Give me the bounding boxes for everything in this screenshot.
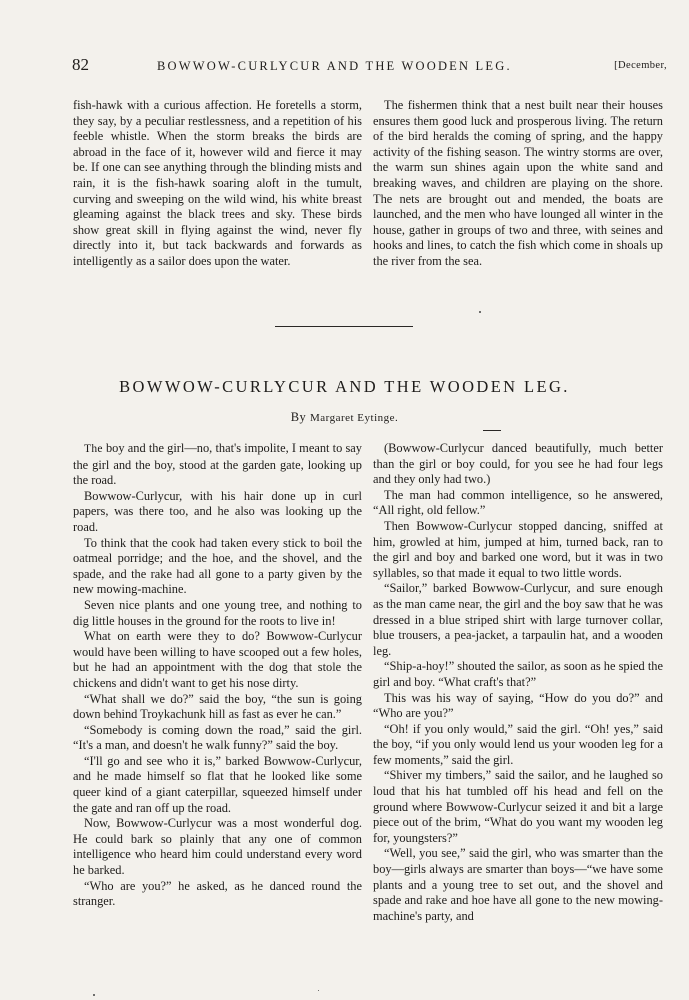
story-title: BOWWOW-CURLYCUR AND THE WOODEN LEG.: [119, 377, 570, 396]
author-name: Margaret Eytinge.: [309, 412, 399, 424]
paragraph: “Ship-a-hoy!” shouted the sailor, as soon as he spied the girl and boy. “What craft's that?”: [373, 659, 663, 689]
opening-word: The: [84, 443, 103, 455]
paragraph: “Who are you?” he asked, as he danced round the stranger.: [73, 878, 362, 909]
byline-prefix: By: [290, 410, 307, 424]
top-left-column: [73, 98, 362, 270]
paragraph: The man had common intelligence, so he answered, “All right, old fellow.”: [373, 487, 663, 518]
paragraph: The fishermen think that a nest built near their houses ensures them good luck and prosperous living. The return of the bird heralds the coming of spring, and the happy activity of the fishing season. The wintry storms are over, the warm sun shines again upon the white sand and breaking waves, and children are playing on the shore. The nets are brought out and mended, the boats are launched, and the men who have lounged all winter in the house, gather in groups of two and three, with seines and hooks and lines, to catch the fish which come in shoals up the river from the sea.: [373, 98, 663, 268]
opening-paragraph: [73, 441, 362, 489]
page-header: [72, 55, 667, 79]
paragraph: “Shiver my timbers,” said the sailor, and he laughed so loud that his hat tumbled off his head and fell on the ground where Bowwow-Curlycur seized it and bit a large piece out of the brim, “What do you want my wooden leg for, youngsters?”: [373, 768, 663, 845]
paragraph: “Oh! if you only would,” said the girl. “Oh! yes,” said the boy, “if you only would lend us your wooden leg for a few moments,” said the girl.: [373, 721, 663, 767]
paragraph: Then Bowwow-Curlycur stopped dancing, sniffed at him, growled at him, jumped at him, turned back, ran to the girl and boy and barked one word, but it was in two syllables, so that made it equal to two little words.: [373, 518, 663, 580]
top-right-column: [373, 98, 663, 270]
paragraph: This was his way of saying, “How do you do?” and “Who are you?”: [373, 690, 663, 721]
paragraph: Bowwow-Curlycur, with his hair done up in curl papers, was there too, and he also was looking up the road.: [73, 488, 362, 534]
paragraph: Seven nice plants and one young tree, and nothing to dig little houses in the ground for the roots to live in!: [73, 597, 362, 628]
section-divider: [275, 326, 413, 327]
paragraph: “I'll go and see who it is,” barked Bowwow-Curlycur, and he made himself so flat that he looked like some queer kind of a giant caterpillar, squeezed himself under the gate and ran off up the road.: [73, 753, 362, 815]
byline: [0, 410, 689, 425]
page-number: 82: [72, 55, 89, 74]
paragraph: “Sailor,” barked Bowwow-Curlycur, and sure enough as the man came near, the girl and the boy saw that he was dressed in a blue striped shirt with large turnover collar, blue trousers, a pea-jacket, a tarpaulin hat, and a wooden leg.: [373, 581, 663, 658]
story-left-column: [73, 441, 362, 910]
story-right-column: [373, 441, 663, 924]
print-speck: [93, 994, 95, 996]
print-speck: [479, 311, 481, 313]
paragraph: fish-hawk with a curious affection. He foretells a storm, they say, by a peculiar restlessness, and a repetition of his feeble whistle. When the storm breaks the birds are abroad in the face of it, however wild and fierce it may be. If one can see anything through the blinding mists and rain, it is the fish-hawk soaring aloft in the tumult, curving and sweeping on the wild wind, his white breast gleaming against the black trees and sky. These birds show great skill in flying against the wind, never fly directly into it, but tack backwards and forwards as intelligently as a sailor does upon the water.: [73, 98, 362, 268]
paragraph: What on earth were they to do? Bowwow-Curlycur would have been willing to have scooped out a few holes, but he had an appointment with the dog that stole the chickens and didn't want to get his nose dirty.: [73, 629, 362, 690]
issue-month: [December,: [614, 60, 667, 71]
print-speck: [318, 990, 319, 991]
paragraph: (Bowwow-Curlycur danced beautifully, much better than the girl or boy could, for you see he had four legs and they only had two.): [373, 441, 663, 487]
paragraph: “What shall we do?” said the boy, “the sun is going down behind Troykachunk hill as fast as ever he can.”: [73, 691, 362, 722]
byline-divider: [483, 430, 501, 431]
running-title: BOWWOW-CURLYCUR AND THE WOODEN LEG.: [157, 59, 512, 73]
opening-text: boy and the girl—no, that's impolite, I meant to say the girl and the boy, stood at the garden gate, looking up the road.: [73, 441, 362, 488]
paragraph: “Somebody is coming down the road,” said the girl. “It's a man, and doesn't he walk funny?” said the boy.: [73, 722, 362, 753]
paragraph: To think that the cook had taken every stick to boil the oatmeal porridge; and the hoe, and the shovel, and the spade, and the rake had all gone to a party given by the new mowing-machine.: [73, 535, 362, 597]
paragraph: “Well, you see,” said the girl, who was smarter than the boy—girls always are smarter than boys—“we have some plants and a young tree to set out, and the shovel and spade and rake and hoe have all gone to the new mowing-machine's party, and: [373, 846, 663, 923]
paragraph: Now, Bowwow-Curlycur was a most wonderful dog. He could bark so plainly that any one of common intelligence who heard him could understand every word he barked.: [73, 816, 362, 878]
